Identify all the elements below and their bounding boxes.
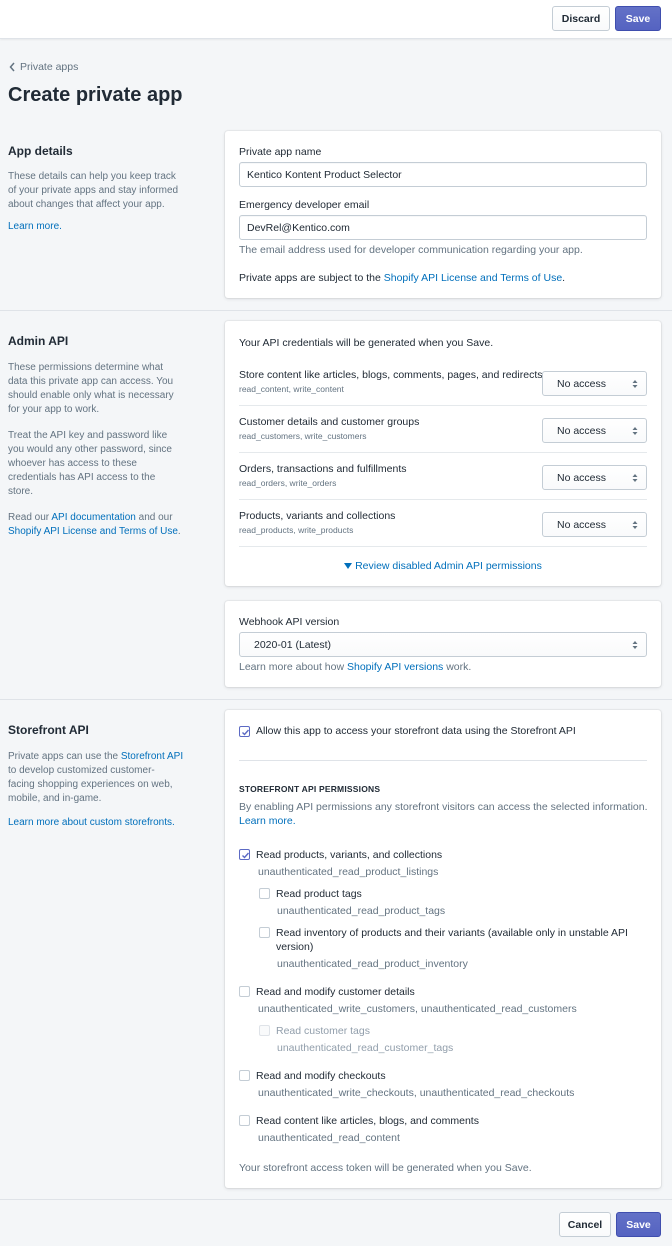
- app-details-learn-more-link[interactable]: Learn more.: [8, 221, 62, 232]
- read-content-checkbox[interactable]: [239, 1115, 250, 1126]
- select-value: No access: [557, 471, 607, 484]
- desc-line: should enable only what is necessary: [8, 390, 174, 401]
- desc-line: These permissions determine what: [8, 362, 164, 373]
- select-value: No access: [557, 377, 607, 390]
- permission-access-select[interactable]: [542, 465, 647, 490]
- storefront-desc-first-line: [8, 750, 188, 764]
- permission-row: [239, 406, 647, 453]
- email-help-text: The email address used for developer communication regarding your app.: [239, 244, 583, 256]
- admin-api-title: Admin API: [8, 334, 69, 348]
- permission-title: Products, variants and collections: [239, 510, 396, 522]
- read-checkouts-label: Read and modify checkouts: [256, 1070, 386, 1082]
- read-customers-checkbox[interactable]: [239, 986, 250, 997]
- read-content-scope: unauthenticated_read_content: [258, 1132, 400, 1144]
- section-divider: [0, 699, 672, 700]
- license-notice: [239, 272, 565, 284]
- chevron-left-icon: [8, 61, 17, 73]
- desc-line: store.: [8, 486, 34, 497]
- review-disabled-link[interactable]: Review disabled Admin API permissions: [355, 560, 542, 572]
- desc-line: mobile, and in-game.: [8, 793, 102, 804]
- license-link[interactable]: Shopify API License and Terms of Use: [383, 272, 563, 284]
- storefront-api-link[interactable]: Storefront API: [120, 751, 184, 762]
- breadcrumb-label[interactable]: Private apps: [20, 61, 79, 73]
- read-customer-tags-checkbox[interactable]: [259, 1025, 270, 1036]
- custom-storefronts-link[interactable]: Learn more about custom storefronts.: [8, 817, 175, 828]
- admin-api-license-line: [8, 525, 188, 539]
- desc-prefix: Private apps can use the: [8, 751, 121, 762]
- help-prefix: Learn more about how: [239, 661, 347, 673]
- permission-scopes: read_products, write_products: [239, 525, 354, 535]
- read-inventory-label-line1: Read inventory of products and their variants (available only in unstable API: [276, 927, 628, 939]
- read-checkouts-scope: unauthenticated_write_checkouts, unauthenticated_read_checkouts: [258, 1087, 575, 1099]
- select-value: No access: [557, 424, 607, 437]
- app-details-title: App details: [8, 144, 73, 158]
- permission-row: [239, 500, 647, 547]
- select-arrows-icon: [632, 520, 638, 530]
- webhook-version-select[interactable]: [239, 632, 647, 657]
- admin-api-read-line: [8, 511, 188, 525]
- section-divider: [0, 310, 672, 311]
- admin-api-description: [8, 361, 188, 539]
- permission-access-select[interactable]: [542, 371, 647, 396]
- app-details-description: [8, 170, 188, 234]
- desc-line: of your private apps and stay informed: [8, 185, 179, 196]
- read-customer-tags-label: Read customer tags: [276, 1025, 370, 1037]
- read-products-scope: unauthenticated_read_product_listings: [258, 866, 439, 878]
- credentials-note: Your API credentials will be generated when you Save.: [239, 337, 494, 349]
- permission-row: [239, 359, 647, 406]
- storefront-description: [8, 750, 188, 830]
- webhook-help: [239, 661, 471, 673]
- webhook-card: [225, 601, 661, 687]
- footer-save-button[interactable]: Save: [616, 1212, 661, 1237]
- permission-row: [239, 453, 647, 500]
- top-bar: [0, 0, 672, 39]
- breadcrumb[interactable]: [8, 61, 78, 73]
- and-our: and our: [135, 512, 173, 523]
- read-product-tags-scope: unauthenticated_read_product_tags: [277, 905, 446, 917]
- cancel-button[interactable]: Cancel: [559, 1212, 611, 1237]
- read-inventory-checkbox[interactable]: [259, 927, 270, 938]
- discard-button[interactable]: Discard: [552, 6, 610, 31]
- storefront-permissions-heading: STOREFRONT API PERMISSIONS: [239, 784, 381, 794]
- allow-storefront-label: Allow this app to access your storefront data using the Storefront API: [256, 725, 576, 737]
- api-versions-link[interactable]: Shopify API versions: [346, 661, 444, 673]
- private-app-name-label: Private app name: [239, 146, 322, 158]
- read-inventory-scope: unauthenticated_read_product_inventory: [277, 958, 468, 970]
- private-app-name-input[interactable]: Kentico Kontent Product Selector: [239, 162, 647, 187]
- select-arrows-icon: [632, 379, 638, 389]
- section-divider: [0, 1199, 672, 1200]
- permission-title: Store content like articles, blogs, comments, pages, and redirects: [239, 369, 543, 381]
- period: .: [177, 526, 181, 537]
- storefront-separator: [239, 760, 647, 761]
- select-value: 2020-01 (Latest): [254, 638, 332, 651]
- select-arrows-icon: [632, 640, 638, 650]
- permission-scopes: read_customers, write_customers: [239, 431, 367, 441]
- emergency-email-label: Emergency developer email: [239, 199, 370, 211]
- review-disabled-permissions[interactable]: [225, 560, 661, 572]
- save-button[interactable]: Save: [615, 6, 661, 31]
- read-customer-tags-scope: unauthenticated_read_customer_tags: [277, 1042, 454, 1054]
- webhook-version-label: Webhook API version: [239, 616, 340, 628]
- emergency-email-input[interactable]: DevRel@Kentico.com: [239, 215, 647, 240]
- license-suffix: .: [562, 272, 566, 284]
- select-arrows-icon: [632, 473, 638, 483]
- storefront-api-title: Storefront API: [8, 723, 89, 737]
- desc-line: to develop customized customer-: [8, 765, 155, 776]
- admin-license-link[interactable]: Shopify API License and Terms of Use: [8, 526, 178, 537]
- help-suffix: work.: [443, 661, 472, 673]
- read-products-checkbox[interactable]: [239, 849, 250, 860]
- read-checkouts-checkbox[interactable]: [239, 1070, 250, 1081]
- storefront-card: [225, 710, 661, 1188]
- desc-line: data this private app can access. You: [8, 376, 174, 387]
- desc-line: you would any other password, since: [8, 444, 172, 455]
- read-product-tags-checkbox[interactable]: [259, 888, 270, 899]
- desc-line: whoever has access to these: [8, 458, 137, 469]
- caret-down-icon: [344, 563, 352, 570]
- storefront-token-note: Your storefront access token will be generated when you Save.: [239, 1162, 532, 1174]
- app-details-card: [225, 131, 661, 298]
- page-title: Create private app: [8, 84, 183, 106]
- permission-title: Customer details and customer groups: [239, 416, 420, 428]
- permission-access-select[interactable]: [542, 418, 647, 443]
- select-arrows-icon: [632, 426, 638, 436]
- license-prefix: Private apps are subject to the: [239, 272, 384, 284]
- allow-storefront-checkbox[interactable]: [239, 726, 250, 737]
- permission-access-select[interactable]: [542, 512, 647, 537]
- checkmark-icon: [241, 851, 250, 860]
- permission-title: Orders, transactions and fulfillments: [239, 463, 407, 475]
- read-content-label: Read content like articles, blogs, and comments: [256, 1115, 479, 1127]
- read-prefix: Read our: [8, 512, 52, 523]
- permission-scopes: read_orders, write_orders: [239, 478, 337, 488]
- desc-line: facing shopping experiences on web,: [8, 779, 173, 790]
- enabling-learn-more-link[interactable]: Learn more.: [239, 815, 296, 827]
- desc-line: for your app to work.: [8, 404, 100, 415]
- read-customers-scope: unauthenticated_write_customers, unauthenticated_read_customers: [258, 1003, 577, 1015]
- desc-line: about changes that affect your app.: [8, 199, 165, 210]
- desc-line: credentials has API access to the: [8, 472, 156, 483]
- read-inventory-label-line2: version): [276, 941, 314, 953]
- select-value: No access: [557, 518, 607, 531]
- api-documentation-link[interactable]: API documentation: [51, 512, 136, 523]
- read-customers-label: Read and modify customer details: [256, 986, 415, 998]
- checkmark-icon: [241, 728, 250, 737]
- read-product-tags-label: Read product tags: [276, 888, 362, 900]
- desc-line: Treat the API key and password like: [8, 430, 168, 441]
- permission-scopes: read_content, write_content: [239, 384, 344, 394]
- desc-line: These details can help you keep track: [8, 171, 176, 182]
- enabling-note: By enabling API permissions any storefront visitors can access the selected information.: [239, 801, 648, 813]
- read-products-label: Read products, variants, and collections: [256, 849, 443, 861]
- admin-api-card: [225, 321, 661, 586]
